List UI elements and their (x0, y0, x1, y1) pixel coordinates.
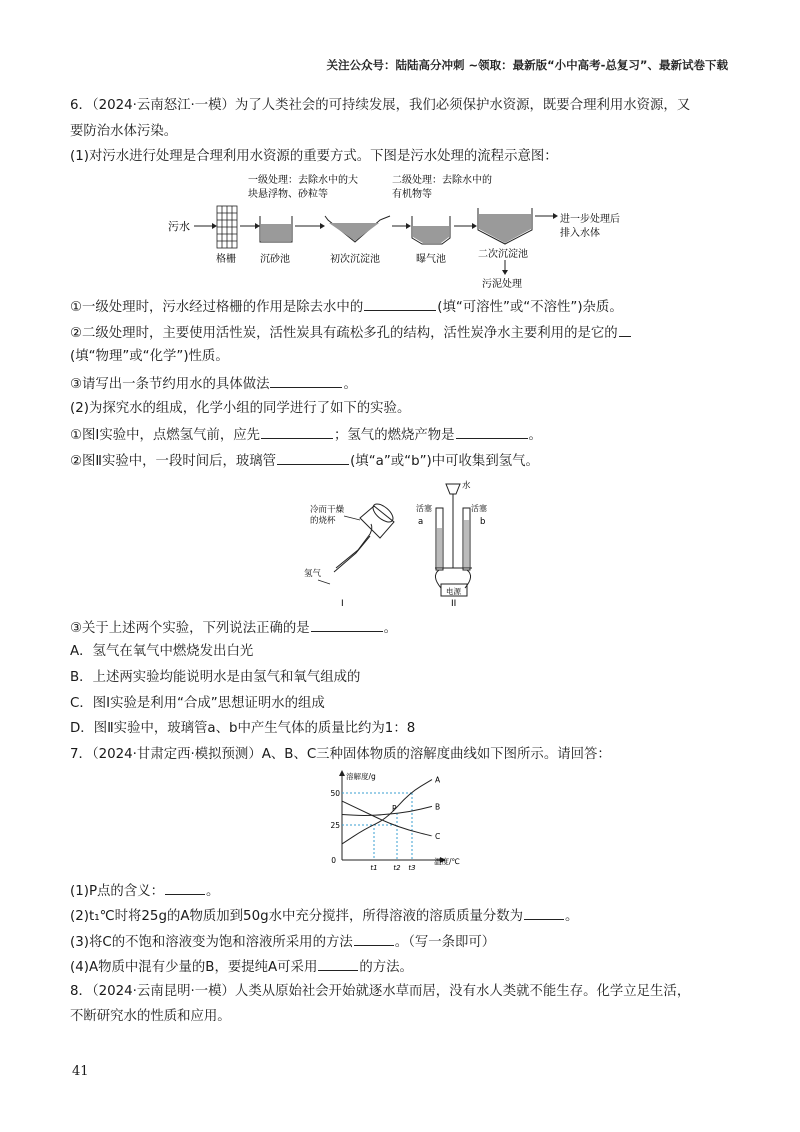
q6-sub3: ③请写出一条节约用水的具体做法 。 (70, 373, 357, 395)
point-p-label: P (392, 804, 397, 813)
svg-text:冷而干燥: 冷而干燥 (310, 505, 345, 515)
grille-icon (217, 206, 237, 248)
svg-text:I: I (341, 599, 344, 609)
q7-stem: 7．（2024·甘肃定西·模拟预测）A、B、C三种固体物质的溶解度曲线如下图所示。请回答： (70, 747, 611, 762)
curve-label-c: C (435, 831, 441, 841)
q6-sub2-cont: (填“物理”或“化学”)性质。 (70, 349, 229, 364)
curve-label-a: A (435, 775, 441, 785)
q8-stem-line2: 不断研究水的性质和应用。 (70, 1009, 231, 1024)
y-tick-50: 50 (330, 789, 340, 798)
y-tick-25: 25 (330, 821, 340, 830)
sewage-flow-diagram (160, 170, 720, 290)
discharge-label: 排入水体 (560, 228, 600, 239)
page-header: 关注公众号：陆陆高分冲刺 ~领取：最新版“小中高考-总复习”、最新试卷下载 (326, 58, 728, 72)
curve-c (342, 801, 432, 836)
q6-exp2: ②图Ⅱ实验中，一段时间后，玻璃管 (填“a”或“b”)中可收集到氢气。 (70, 450, 539, 472)
primary-clarifier-label: 初次沉淀池 (330, 254, 380, 265)
curve-label-b: B (435, 802, 441, 812)
answer-blank[interactable] (270, 373, 342, 388)
figure-1-hydrogen-burning (304, 501, 396, 609)
aeration-tank-label: 曝气池 (416, 254, 446, 265)
experiment-figures (296, 476, 506, 611)
answer-blank[interactable] (354, 931, 394, 946)
further-treatment-label: 进一步处理后 (560, 214, 620, 225)
answer-blank[interactable] (261, 424, 333, 439)
svg-text:氢气: 氢气 (304, 569, 322, 579)
primary-clarifier-icon (325, 216, 390, 242)
answer-blank[interactable] (524, 905, 564, 920)
y-axis-label: 溶解度/g (346, 772, 376, 781)
stage2-label: 二级处理：去除水中的 (392, 175, 492, 186)
q7-sub2: (2)t₁℃时将25g的A物质加到50g水中充分搅拌，所得溶液的溶质质量分数为 。 (70, 905, 578, 927)
svg-text:水: 水 (462, 481, 471, 491)
q7-sub4: (4)A物质中混有少量的B，要提纯A可采用 的方法。 (70, 956, 413, 978)
stage1-label-b: 块悬浮物、砂粒等 (248, 189, 328, 200)
q7-sub3: (3)将C的不饱和溶液变为饱和溶液所采用的方法 。（写一条即可） (70, 931, 495, 953)
page-number: 41 (72, 1064, 89, 1079)
svg-text:电源: 电源 (446, 587, 461, 596)
answer-blank[interactable] (619, 322, 631, 337)
q6-exp1: ①图Ⅰ实验中，点燃氢气前，应先 ；氢气的燃烧产物是 。 (70, 424, 542, 446)
svg-text:活塞: 活塞 (416, 504, 432, 513)
grille-label: 格栅 (216, 254, 236, 265)
answer-blank[interactable] (364, 296, 436, 311)
x-tick-t3: t3 (408, 864, 416, 872)
answer-blank[interactable] (311, 617, 383, 632)
stage2-label-b: 有机物等 (392, 189, 432, 200)
curve-a (342, 780, 432, 844)
answer-blank[interactable] (165, 880, 205, 895)
stage1-label: 一级处理：去除水中的大 (248, 175, 358, 186)
q6-sub2: ②二级处理时，主要使用活性炭，活性炭具有疏松多孔的结构，活性炭净水主要利用的是它的 (70, 322, 632, 344)
x-tick-t2: t2 (393, 864, 401, 872)
grit-chamber-icon (260, 216, 292, 242)
option-b[interactable]: B．上述两实验均能说明水是由氢气和氧气组成的 (70, 670, 361, 685)
y-tick-0: 0 (331, 856, 336, 865)
svg-text:a: a (418, 517, 424, 527)
q6-exp3: ③关于上述两个实验，下列说法正确的是 。 (70, 617, 397, 639)
svg-text:活塞: 活塞 (471, 504, 487, 513)
svg-text:b: b (480, 517, 486, 527)
svg-text:的烧杯: 的烧杯 (310, 516, 336, 526)
x-axis-label: 温度/℃ (434, 857, 460, 866)
q6-sub1: ①一级处理时，污水经过格栅的作用是除去水中的 (填“可溶性”或“不溶性”)杂质。 (70, 296, 623, 318)
q6-part1: (1)对污水进行处理是合理利用水资源的重要方式。下图是污水处理的流程示意图： (70, 149, 558, 164)
solubility-chart (322, 768, 502, 872)
q7-sub1: (1)P点的含义： 。 (70, 880, 219, 902)
secondary-clarifier-label: 二次沉淀池 (478, 249, 528, 260)
secondary-clarifier-icon (478, 208, 532, 244)
q6-part2: (2)为探究水的组成，化学小组的同学进行了如下的实验。 (70, 401, 411, 416)
sludge-treatment-label: 污泥处理 (482, 279, 522, 290)
q6-stem-line2: 要防治水体污染。 (70, 124, 178, 139)
option-d[interactable]: D．图Ⅱ实验中，玻璃管a、b中产生气体的质量比约为1：8 (70, 721, 416, 736)
option-a[interactable]: A．氢气在氧气中燃烧发出白光 (70, 644, 254, 659)
figure-2-electrolysis (416, 480, 487, 609)
q8-stem-line1: 8．（2024·云南昆明·一模）人类从原始社会开始就逐水草而居，没有水人类就不能生存。化学立足生活， (70, 984, 691, 999)
answer-blank[interactable] (318, 956, 358, 971)
x-tick-t1: t1 (370, 864, 378, 872)
answer-blank[interactable] (277, 450, 349, 465)
svg-text:II: II (451, 599, 457, 609)
option-c[interactable]: C．图Ⅰ实验是利用“合成”思想证明水的组成 (70, 696, 325, 711)
grit-chamber-label: 沉砂池 (260, 254, 290, 265)
sewage-input-label: 污水 (168, 220, 190, 233)
aeration-tank-icon (412, 216, 450, 244)
answer-blank[interactable] (456, 424, 528, 439)
q6-stem-line1: 6．（2024·云南怒江·一模）为了人类社会的可持续发展，我们必须保护水资源，既要合理利用水资源，又 (70, 98, 691, 113)
